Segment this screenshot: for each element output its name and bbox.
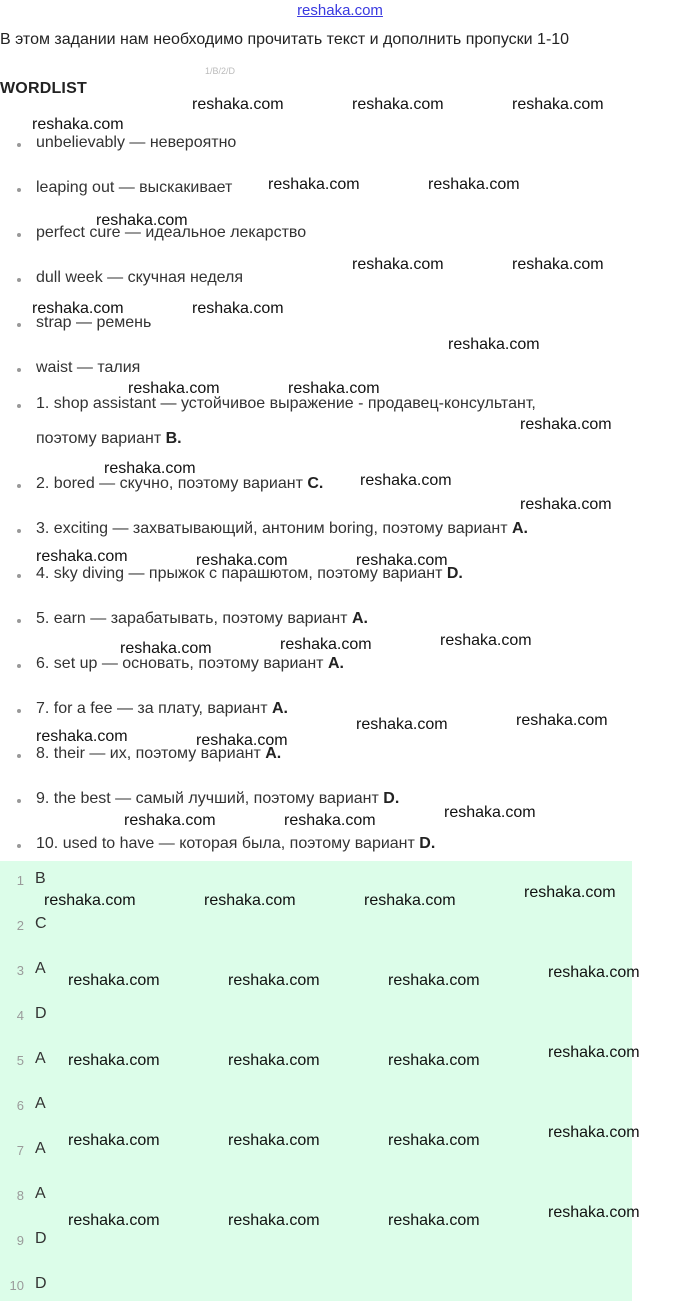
watermark: reshaka.com	[96, 212, 188, 229]
source-link[interactable]: reshaka.com	[297, 2, 383, 19]
watermark: reshaka.com	[448, 336, 540, 353]
watermark: reshaka.com	[228, 972, 320, 989]
answer-value: A	[35, 1050, 46, 1067]
watermark: reshaka.com	[32, 300, 124, 317]
watermark: reshaka.com	[204, 892, 296, 909]
watermark: reshaka.com	[388, 1052, 480, 1069]
list-item-continuation: поэтому вариант B.	[36, 430, 182, 447]
watermark: reshaka.com	[192, 300, 284, 317]
answer-row	[0, 1094, 632, 1118]
list-item: waist — талия	[18, 356, 140, 380]
watermark: reshaka.com	[36, 728, 128, 745]
watermark: reshaka.com	[68, 1052, 160, 1069]
answer-value: C	[35, 915, 47, 932]
watermark: reshaka.com	[288, 380, 380, 397]
list-item: 4. sky diving — прыжок с парашютом, поэтому вариант D.	[18, 562, 463, 586]
watermark: reshaka.com	[196, 552, 288, 569]
watermark: reshaka.com	[68, 1132, 160, 1149]
watermark: reshaka.com	[44, 892, 136, 909]
answer-value: D	[35, 1275, 47, 1292]
answer-number: 5	[16, 1053, 24, 1068]
list-item: 7. for a fee — за плату, вариант A.	[18, 697, 288, 721]
watermark: reshaka.com	[360, 472, 452, 489]
answer-number: 8	[16, 1188, 24, 1203]
answer-row	[0, 1004, 632, 1028]
watermark: reshaka.com	[388, 1132, 480, 1149]
watermark: reshaka.com	[524, 884, 616, 901]
watermark: reshaka.com	[548, 1124, 640, 1141]
watermark: reshaka.com	[548, 1204, 640, 1221]
answer-row	[0, 1184, 632, 1208]
answer-row	[0, 1229, 632, 1253]
watermark: reshaka.com	[104, 460, 196, 477]
list-item: unbelievably — невероятно	[18, 131, 236, 155]
list-item: 8. their — их, поэтому вариант A.	[18, 742, 281, 766]
answer-number: 6	[16, 1098, 24, 1113]
list-item: strap — ремень	[18, 311, 151, 335]
watermark: reshaka.com	[228, 1212, 320, 1229]
watermark: reshaka.com	[192, 96, 284, 113]
list-item: 5. earn — зарабатывать, поэтому вариант A.	[18, 607, 368, 631]
watermark: reshaka.com	[356, 716, 448, 733]
list-item: 2. bored — скучно, поэтому вариант C.	[18, 472, 323, 496]
watermark: reshaka.com	[124, 812, 216, 829]
answer-table	[0, 861, 632, 1301]
answer-number: 10	[9, 1278, 24, 1293]
answer-value: B	[35, 870, 46, 887]
answer-value: D	[35, 1230, 47, 1247]
answer-number: 4	[16, 1008, 24, 1023]
watermark: reshaka.com	[512, 96, 604, 113]
watermark: reshaka.com	[388, 1212, 480, 1229]
list-item: 6. set up — основать, поэтому вариант A.	[18, 652, 344, 676]
watermark: reshaka.com	[280, 636, 372, 653]
answer-number: 9	[16, 1233, 24, 1248]
task-intro: В этом задании нам необходимо прочитать текст и дополнить пропуски 1-10	[0, 31, 570, 48]
watermark: reshaka.com	[120, 640, 212, 657]
watermark: reshaka.com	[520, 416, 612, 433]
watermark: reshaka.com	[364, 892, 456, 909]
watermark: reshaka.com	[68, 1212, 160, 1229]
watermark: reshaka.com	[228, 1052, 320, 1069]
watermark: reshaka.com	[36, 548, 128, 565]
answer-value: A	[35, 1095, 46, 1112]
answer-number: 2	[16, 918, 24, 933]
list-item: 3. exciting — захватывающий, антоним boring, поэтому вариант A.	[18, 517, 528, 541]
watermark: reshaka.com	[196, 732, 288, 749]
watermark: reshaka.com	[388, 972, 480, 989]
watermark: reshaka.com	[268, 176, 360, 193]
list-item: 1. shop assistant — устойчивое выражение - продавец-консультант,	[18, 392, 536, 416]
list-item: 9. the best — самый лучший, поэтому вариант D.	[18, 787, 399, 811]
answer-value: A	[35, 1140, 46, 1157]
answer-number: 1	[16, 873, 24, 888]
list-item: perfect cure — идеальное лекарство	[18, 221, 306, 245]
watermark: reshaka.com	[356, 552, 448, 569]
answer-value: A	[35, 960, 46, 977]
list-item: 10. used to have — которая была, поэтому вариант D.	[18, 832, 435, 856]
answer-row	[0, 914, 632, 938]
watermark: reshaka.com	[512, 256, 604, 273]
watermark: reshaka.com	[440, 632, 532, 649]
answer-number: 7	[16, 1143, 24, 1158]
watermark: reshaka.com	[444, 804, 536, 821]
watermark: reshaka.com	[68, 972, 160, 989]
list-item: leaping out — выскакивает	[18, 176, 232, 200]
watermark: reshaka.com	[352, 96, 444, 113]
watermark: reshaka.com	[520, 496, 612, 513]
faint-text: 1/B/2/D	[205, 66, 236, 76]
answer-number: 3	[16, 963, 24, 978]
list-item: dull week — скучная неделя	[18, 266, 243, 290]
watermark: reshaka.com	[228, 1132, 320, 1149]
watermark: reshaka.com	[428, 176, 520, 193]
watermark: reshaka.com	[284, 812, 376, 829]
watermark: reshaka.com	[548, 964, 640, 981]
answer-value: A	[35, 1185, 46, 1202]
watermark: reshaka.com	[352, 256, 444, 273]
answer-value: D	[35, 1005, 47, 1022]
watermark: reshaka.com	[32, 116, 124, 133]
watermark: reshaka.com	[516, 712, 608, 729]
answer-row	[0, 1274, 632, 1298]
watermark: reshaka.com	[548, 1044, 640, 1061]
wordlist-title: WORDLIST	[0, 80, 87, 97]
watermark: reshaka.com	[128, 380, 220, 397]
